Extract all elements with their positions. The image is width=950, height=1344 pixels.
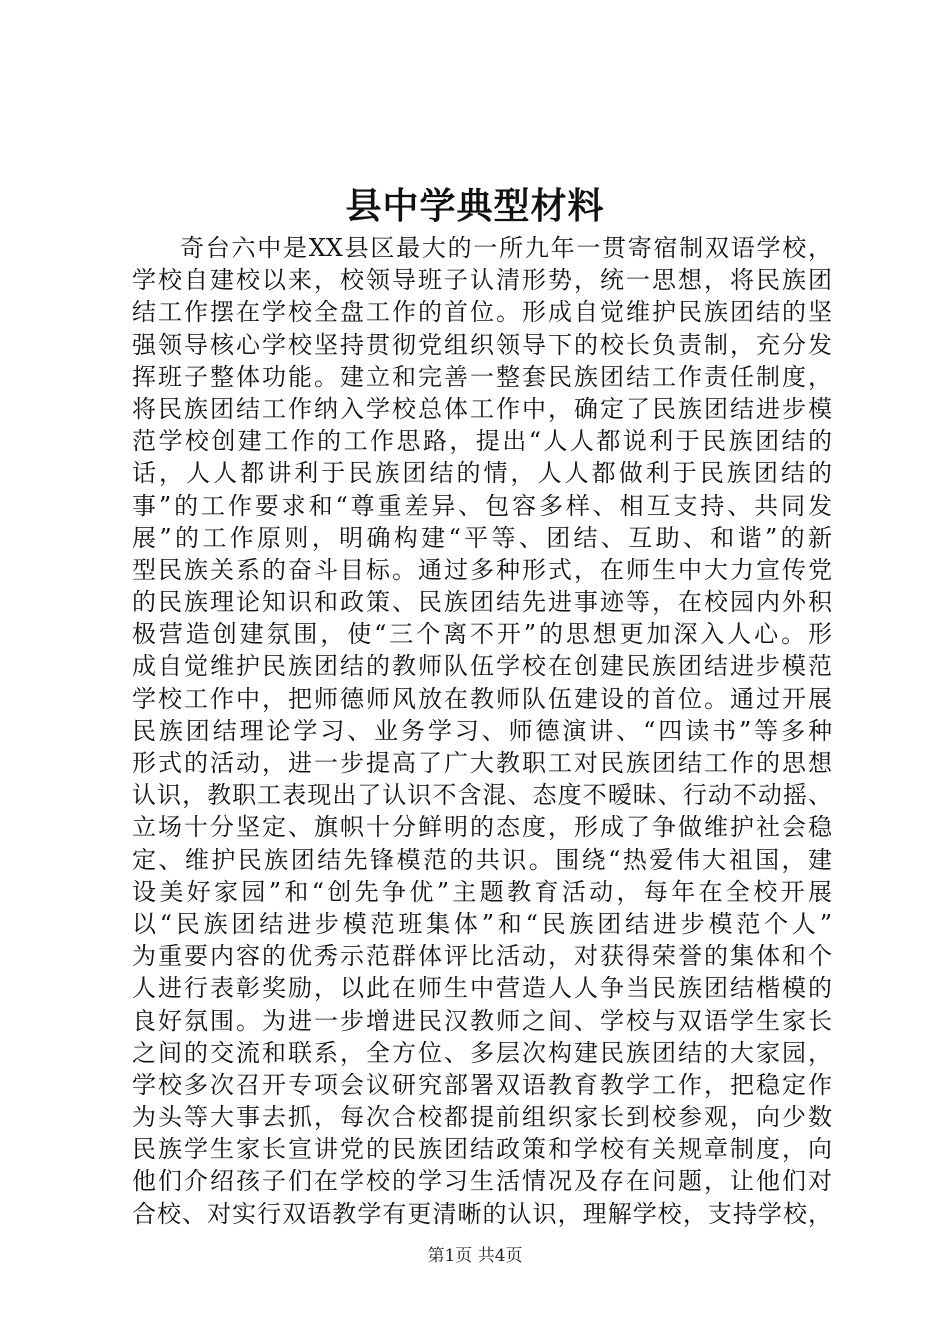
page-footer: 第1页 共4页: [427, 1246, 523, 1266]
body-line: 为重要内容的优秀示范群体评比活动，对获得荣誉的集体和个: [132, 942, 832, 971]
body-line: 以“民族团结进步模范班集体”和“民族团结进步模范个人”: [132, 909, 832, 938]
body-line: 民族学生家长宣讲党的民族团结政策和学校有关规章制度，向: [132, 1135, 832, 1164]
body-line: 范学校创建工作的工作思路，提出“人人都说利于民族团结的: [132, 427, 832, 456]
body-line: 展”的工作原则，明确构建“平等、团结、互助、和谐”的新: [132, 523, 832, 552]
body-line: 极营造创建氛围，使“三个离不开”的思想更加深入人心。形: [132, 620, 832, 649]
body-line: 良好氛围。为进一步增进民汉教师之间、学校与双语学生家长: [132, 1006, 832, 1035]
body-line: 事”的工作要求和“尊重差异、包容多样、相互支持、共同发: [132, 491, 832, 520]
body-line: 形式的活动，进一步提高了广大教职工对民族团结工作的思想: [132, 749, 832, 777]
body-line: 认识，教职工表现出了认识不含混、态度不暧昧、行动不动摇、: [132, 781, 832, 810]
body-line: 将民族团结工作纳入学校总体工作中，确定了民族团结进步模: [132, 394, 832, 423]
body-line: 学校自建校以来，校领导班子认清形势，统一思想，将民族团: [132, 266, 832, 295]
body-line: 学校多次召开专项会议研究部署双语教育教学工作，把稳定作: [132, 1070, 832, 1099]
body-line: 学校工作中，把师德师风放在教师队伍建设的首位。通过开展: [132, 684, 832, 713]
body-line: 奇台六中是XX县区最大的一所九年一贯寄宿制双语学校，: [180, 234, 832, 262]
document-title: 县中学典型材料: [345, 185, 605, 227]
body-line: 他们介绍孩子们在学校的学习生活情况及存在问题，让他们对: [132, 1167, 832, 1196]
body-line: 强领导核心学校坚持贯彻党组织领导下的校长负责制，充分发: [132, 330, 832, 359]
body-line: 之间的交流和联系，全方位、多层次构建民族团结的大家园，: [132, 1038, 832, 1067]
body-line: 人进行表彰奖励，以此在师生中营造人人争当民族团结楷模的: [132, 974, 832, 1003]
body-line: 话，人人都讲利于民族团结的情，人人都做利于民族团结的: [132, 459, 832, 488]
body-line: 的民族理论知识和政策、民族团结先进事迹等，在校园内外积: [132, 588, 832, 617]
body-line: 型民族关系的奋斗目标。通过多种形式，在师生中大力宣传党: [132, 555, 832, 584]
body-line: 定、维护民族团结先锋模范的共识。围绕“热爱伟大祖国，建: [132, 845, 832, 874]
body-line: 设美好家园”和“创先争优”主题教育活动，每年在全校开展: [132, 877, 832, 906]
body-line: 成自觉维护民族团结的教师队伍学校在创建民族团结进步模范: [132, 652, 832, 681]
body-line: 结工作摆在学校全盘工作的首位。形成自觉维护民族团结的坚: [132, 298, 832, 327]
body-line: 合校、对实行双语教学有更清晰的认识，理解学校，支持学校，: [132, 1199, 832, 1228]
body-line: 为头等大事去抓，每次合校都提前组织家长到校参观，向少数: [132, 1103, 832, 1132]
body-line: 挥班子整体功能。建立和完善一整套民族团结工作责任制度，: [132, 362, 832, 391]
body-line: 民族团结理论学习、业务学习、师德演讲、“四读书”等多种: [132, 716, 832, 745]
body-line: 立场十分坚定、旗帜十分鲜明的态度，形成了争做维护社会稳: [132, 813, 832, 842]
body-paragraph: [132, 232, 832, 1230]
